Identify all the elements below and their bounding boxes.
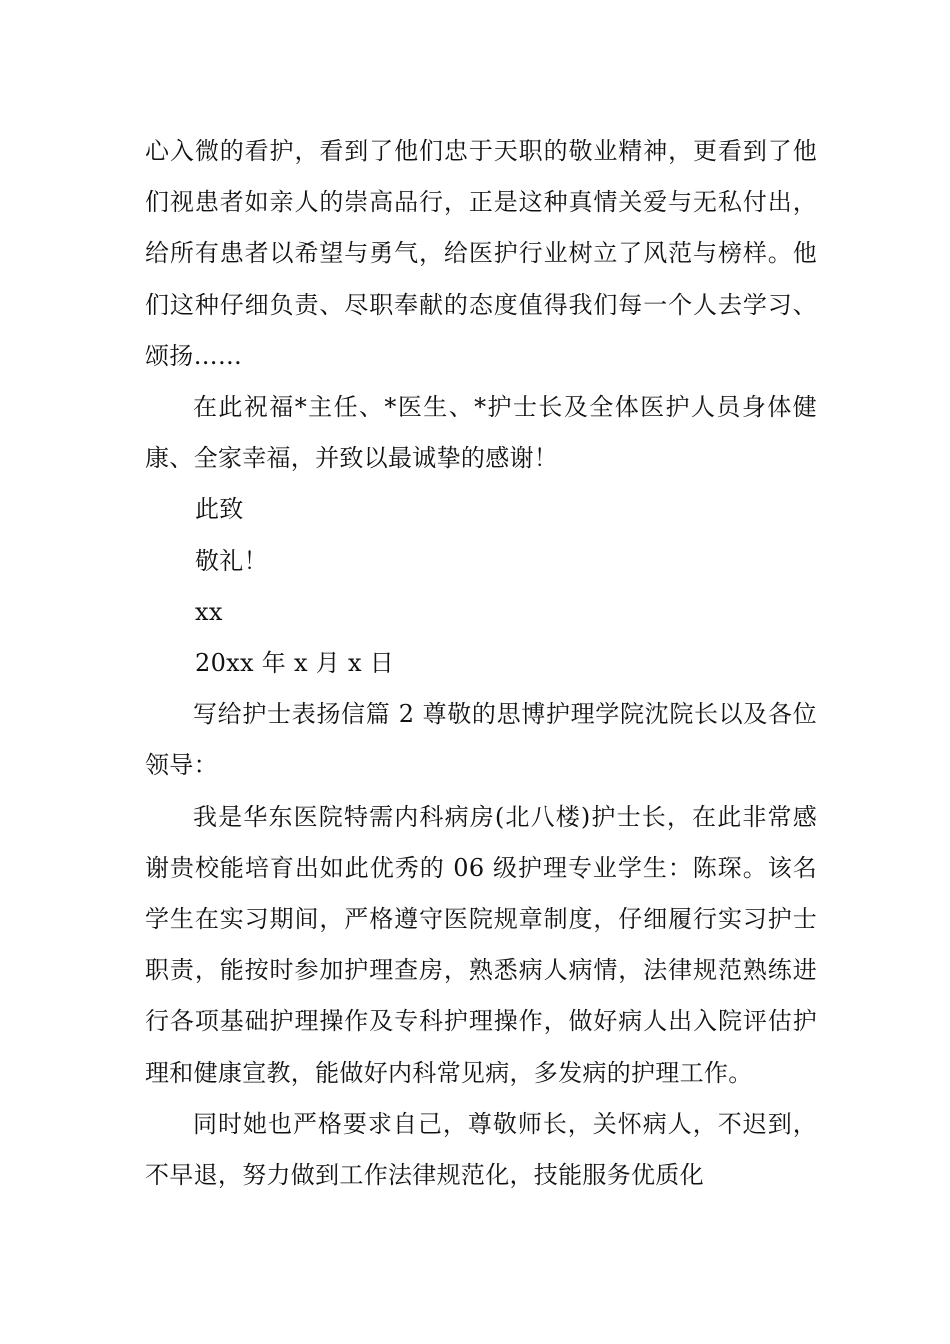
- section-heading-letter-2: 写给护士表扬信篇 2 尊敬的思博护理学院沈院长以及各位领导：: [145, 700, 817, 780]
- paragraph-conduct: 同时她也严格要求自己，尊敬师长，关怀病人，不迟到，不早退，努力做到工作法律规范化，技能服务优质化: [145, 1109, 817, 1190]
- closing-regards: 敬礼！: [195, 546, 268, 575]
- letter-body: [145, 126, 817, 1201]
- signature-name: xx: [195, 597, 223, 626]
- paragraph-gratitude-continuation: 心入微的看护，看到了他们忠于天职的敬业精神，更看到了他们视患者如亲人的崇高品行，正是这种真情关爱与无私付出，给所有患者以希望与勇气，给医护行业树立了风范与榜样。他们这种仔细负责、尽职奉献的态度值得我们每一个人去学习、颂扬……: [145, 137, 817, 370]
- closing-salutation: 此致: [195, 495, 244, 524]
- paragraph-blessing: 在此祝福*主任、*医生、*护士长及全体医护人员身体健康、全家幸福，并致以最诚挚的感谢！: [145, 393, 817, 473]
- paragraph-introduction: 我是华东医院特需内科病房(北八楼)护士长，在此非常感谢贵校能培育出如此优秀的 06 级护理专业学生：陈琛。该名学生在实习期间，严格遵守医院规章制度，仔细履行实习护士职责，能按时参加护理查房，熟悉病人病情，法律规范熟练进行各项基础护理操作及专科护理操作，做好病人出入院评估护理和健康宣教，能做好内科常见病，多发病的护理工作。: [145, 802, 817, 1087]
- signature-date: 20xx 年 x 月 x 日: [195, 649, 395, 678]
